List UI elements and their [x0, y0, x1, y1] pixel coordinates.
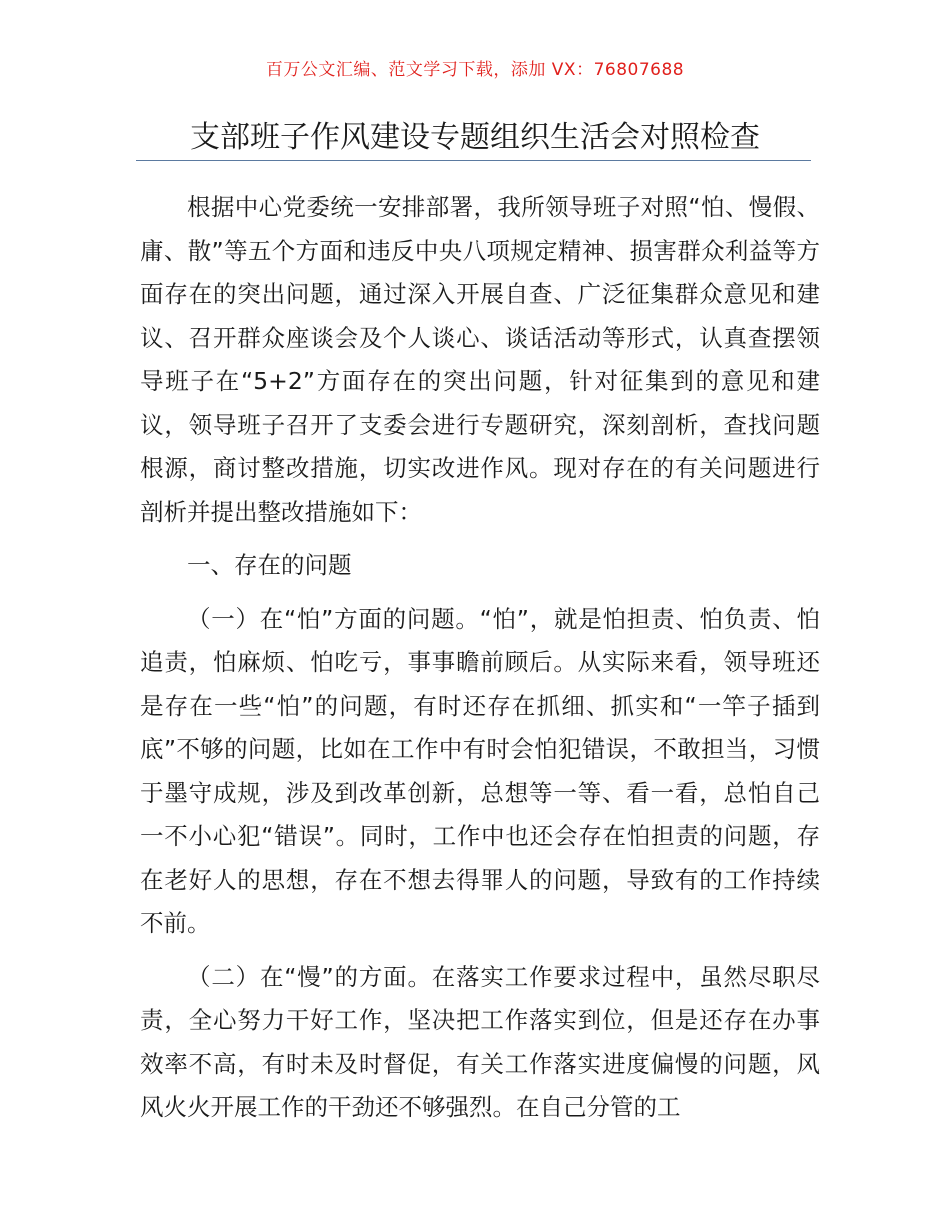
document-title: 支部班子作风建设专题组织生活会对照检查	[190, 120, 760, 155]
section-heading-problems: 一、存在的问题	[187, 551, 352, 579]
paragraph-slow: （二）在“慢”的方面。在落实工作要求过程中，虽然尽职尽责，全心努力干好工作，坚决把工作落实到位，但是还存在办事效率不高，有时未及时督促，有关工作落实进度偏慢的问题，风风火火开展工作的干劲还不够强烈。在自己分管的工	[140, 962, 820, 1121]
title-underline	[136, 160, 811, 161]
document-body	[140, 176, 820, 1130]
paragraph-intro: 根据中心党委统一安排部署，我所领导班子对照“怕、慢假、庸、散”等五个方面和违反中央八项规定精神、损害群众利益等方面存在的突出问题，通过深入开展自查、广泛征集群众意见和建议、召开群众座谈会及个人谈心、谈话活动等形式，认真查摆领导班子在“5+2”方面存在的突出问题，针对征集到的意见和建议，领导班子召开了支委会进行专题研究，深刻剖析，查找问题根源，商讨整改措施，切实改进作风。现对存在的有关问题进行剖析并提出整改措施如下：	[140, 193, 820, 526]
watermark-header: 百万公文汇编、范文学习下载，添加 VX：76807688	[265, 60, 685, 80]
paragraph-fear: （一）在“怕”方面的问题。“怕”，就是怕担责、怕负责、怕追责，怕麻烦、怕吃亏，事事瞻前顾后。从实际来看，领导班还是存在一些“怕”的问题，有时还存在抓细、抓实和“一竿子插到底”不够的问题，比如在工作中有时会怕犯错误，不敢担当，习惯于墨守成规，涉及到改革创新，总想等一等、看一看，总怕自己一不小心犯“错误”。同时，工作中也还会存在怕担责的问题，存在老好人的思想，存在不想去得罪人的问题，导致有的工作持续不前。	[140, 604, 820, 937]
